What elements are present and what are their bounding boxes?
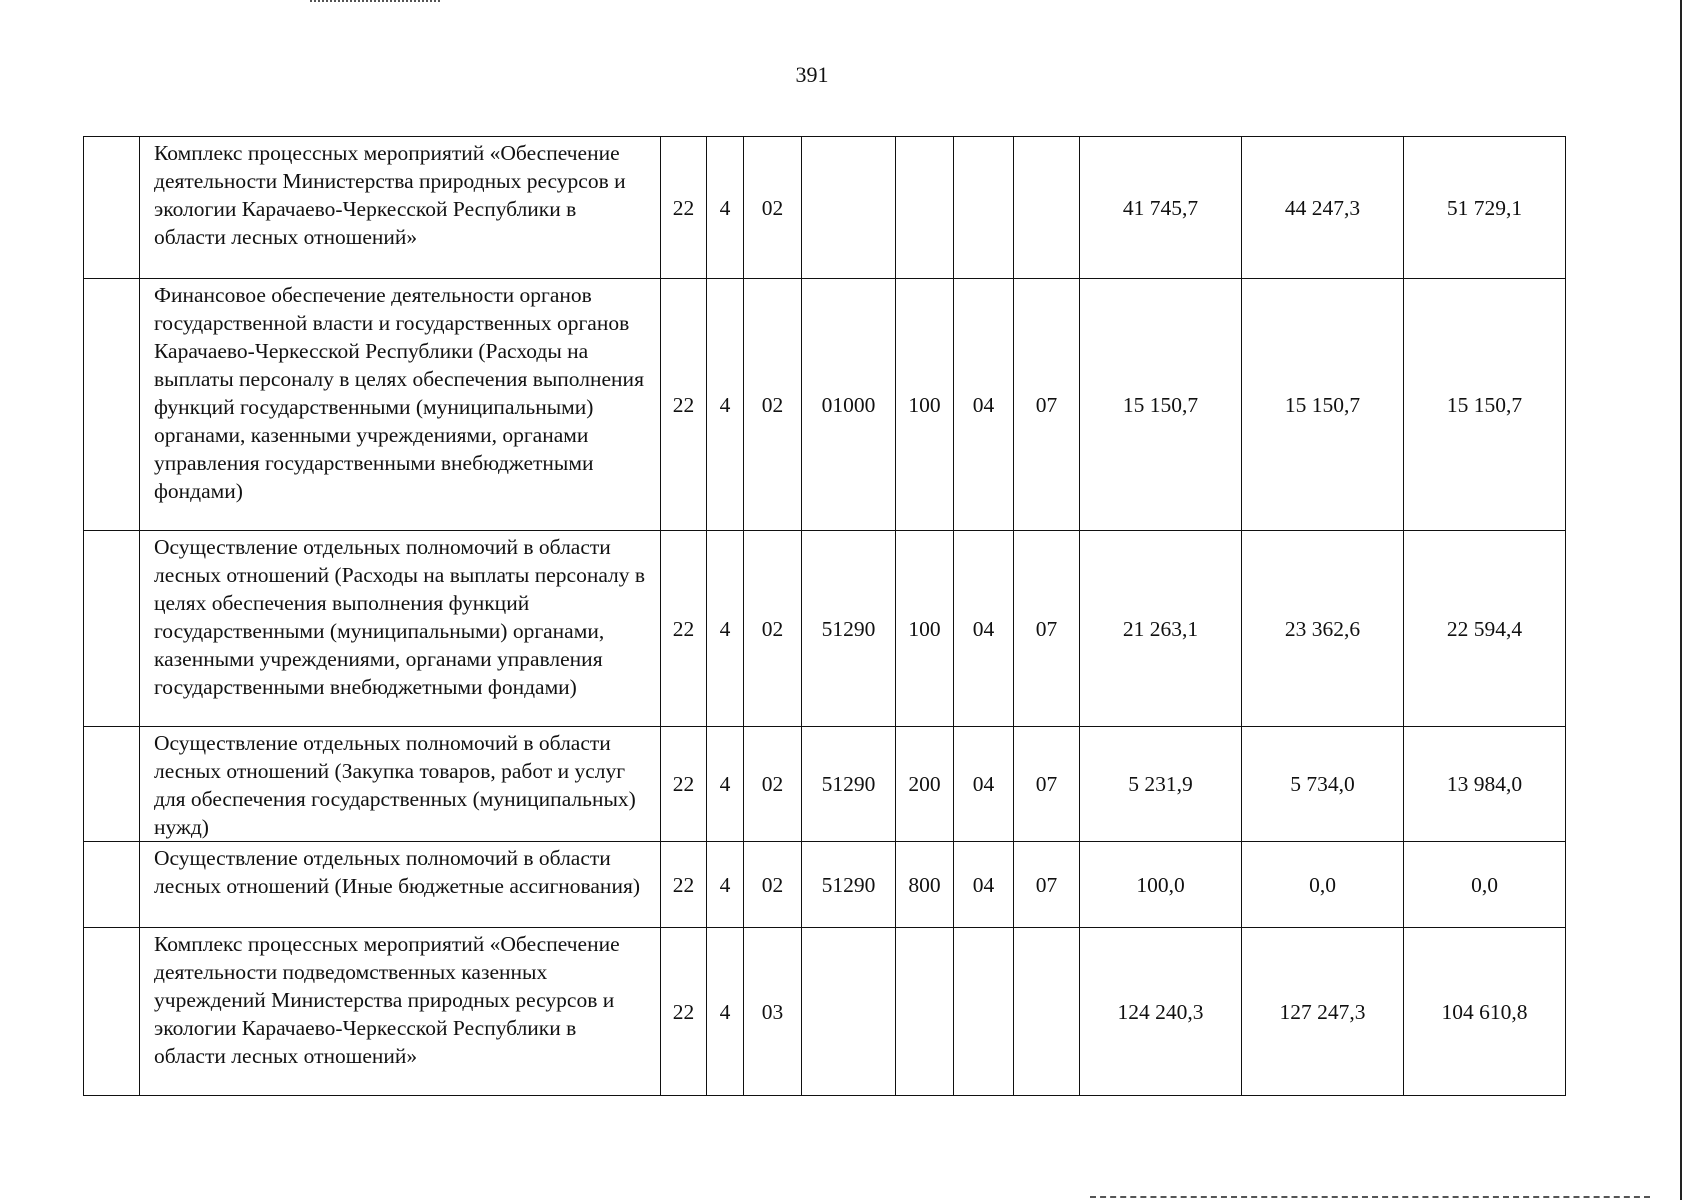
code-subsection: 07 (1014, 531, 1080, 727)
scan-artifact-top (310, 0, 440, 5)
code-section: 04 (954, 842, 1014, 928)
code-direction (802, 137, 896, 279)
code-section (954, 928, 1014, 1096)
code-admin: 22 (661, 727, 707, 842)
code-type: 4 (707, 842, 744, 928)
code-subsection (1014, 928, 1080, 1096)
table-row (84, 928, 1566, 1096)
row-name: Осуществление отдельных полномочий в области лесных отношений (Закупка товаров, работ и услуг для обеспечения государственных (муниципальных) нужд) (140, 727, 661, 842)
sum-year-3: 51 729,1 (1404, 137, 1566, 279)
code-direction: 01000 (802, 279, 896, 531)
code-admin: 22 (661, 842, 707, 928)
code-type: 4 (707, 928, 744, 1096)
code-type: 4 (707, 137, 744, 279)
code-subsection: 07 (1014, 279, 1080, 531)
row-name: Финансовое обеспечение деятельности органов государственной власти и государственных органов Карачаево-Черкесской Республики (Расходы на выплаты персоналу в целях обеспечения выполнения функций государственными (муниципальными) органами, казенными учреждениями, органами управления государственными внебюджетными фондами) (140, 279, 661, 531)
sum-year-2: 127 247,3 (1242, 928, 1404, 1096)
code-expense-type: 100 (896, 531, 954, 727)
table-row (84, 531, 1566, 727)
code-section: 04 (954, 279, 1014, 531)
code-expense-type: 800 (896, 842, 954, 928)
code-subsection: 07 (1014, 842, 1080, 928)
number-cell (84, 727, 140, 842)
code-direction: 51290 (802, 727, 896, 842)
scan-page-edge (1680, 0, 1682, 1200)
scan-artifact-bottom (1090, 1196, 1650, 1200)
code-type: 4 (707, 727, 744, 842)
code-complex: 02 (744, 842, 802, 928)
row-name: Осуществление отдельных полномочий в области лесных отношений (Расходы на выплаты персоналу в целях обеспечения выполнения функций государственными (муниципальными) органами, казенными учреждениями, органами управления государственными внебюджетными фондами) (140, 531, 661, 727)
code-expense-type (896, 928, 954, 1096)
code-subsection (1014, 137, 1080, 279)
code-admin: 22 (661, 928, 707, 1096)
sum-year-1: 124 240,3 (1080, 928, 1242, 1096)
number-cell (84, 842, 140, 928)
sum-year-3: 104 610,8 (1404, 928, 1566, 1096)
code-admin: 22 (661, 137, 707, 279)
code-complex: 02 (744, 279, 802, 531)
sum-year-3: 15 150,7 (1404, 279, 1566, 531)
code-section: 04 (954, 531, 1014, 727)
row-name: Комплекс процессных мероприятий «Обеспечение деятельности Министерства природных ресурсов и экологии Карачаево-Черкесской Республики в области лесных отношений» (140, 137, 661, 279)
number-cell (84, 137, 140, 279)
sum-year-1: 5 231,9 (1080, 727, 1242, 842)
sum-year-1: 15 150,7 (1080, 279, 1242, 531)
code-direction (802, 928, 896, 1096)
code-section (954, 137, 1014, 279)
code-direction: 51290 (802, 842, 896, 928)
code-direction: 51290 (802, 531, 896, 727)
code-expense-type: 100 (896, 279, 954, 531)
sum-year-3: 0,0 (1404, 842, 1566, 928)
code-expense-type (896, 137, 954, 279)
code-complex: 02 (744, 727, 802, 842)
table-row (84, 137, 1566, 279)
table-row (84, 279, 1566, 531)
sum-year-2: 5 734,0 (1242, 727, 1404, 842)
sum-year-1: 21 263,1 (1080, 531, 1242, 727)
code-expense-type: 200 (896, 727, 954, 842)
number-cell (84, 928, 140, 1096)
budget-table (83, 136, 1566, 1096)
row-name: Комплекс процессных мероприятий «Обеспечение деятельности подведомственных казенных учреждений Министерства природных ресурсов и экологии Карачаево-Черкесской Республики в области лесных отношений» (140, 928, 661, 1096)
sum-year-1: 100,0 (1080, 842, 1242, 928)
number-cell (84, 279, 140, 531)
code-type: 4 (707, 531, 744, 727)
code-section: 04 (954, 727, 1014, 842)
table-row (84, 842, 1566, 928)
code-type: 4 (707, 279, 744, 531)
table-row (84, 727, 1566, 842)
sum-year-2: 0,0 (1242, 842, 1404, 928)
sum-year-3: 13 984,0 (1404, 727, 1566, 842)
code-complex: 02 (744, 137, 802, 279)
code-subsection: 07 (1014, 727, 1080, 842)
code-admin: 22 (661, 279, 707, 531)
page-number: 391 (795, 62, 829, 87)
code-admin: 22 (661, 531, 707, 727)
sum-year-2: 44 247,3 (1242, 137, 1404, 279)
sum-year-2: 23 362,6 (1242, 531, 1404, 727)
code-complex: 03 (744, 928, 802, 1096)
number-cell (84, 531, 140, 727)
sum-year-1: 41 745,7 (1080, 137, 1242, 279)
sum-year-3: 22 594,4 (1404, 531, 1566, 727)
code-complex: 02 (744, 531, 802, 727)
row-name: Осуществление отдельных полномочий в области лесных отношений (Иные бюджетные ассигнования) (140, 842, 661, 928)
sum-year-2: 15 150,7 (1242, 279, 1404, 531)
